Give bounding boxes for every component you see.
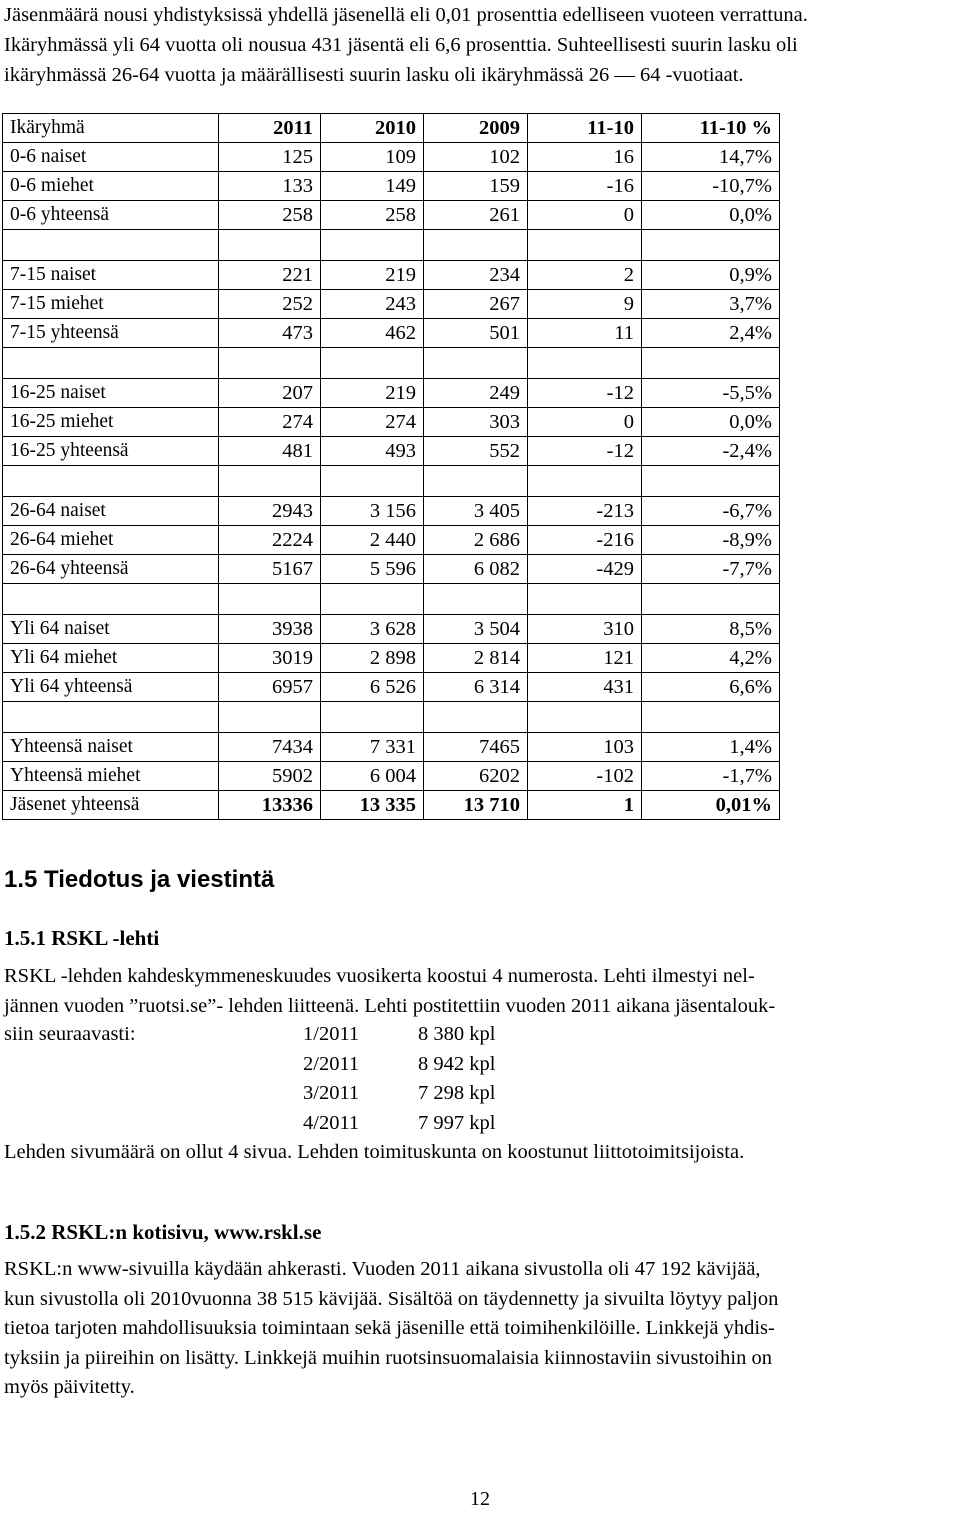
table-cell: 2 440	[321, 526, 424, 555]
table-cell: 1,4%	[642, 733, 780, 762]
table-empty-cell	[424, 348, 528, 379]
subsection-title-website: 1.5.2 RSKL:n kotisivu, www.rskl.se	[4, 1220, 322, 1244]
table-empty-cell	[219, 702, 321, 733]
table-cell: 7434	[219, 733, 321, 762]
table-cell: -102	[528, 762, 642, 791]
table-cell: 121	[528, 644, 642, 673]
table-empty-cell	[321, 466, 424, 497]
table-cell: 303	[424, 408, 528, 437]
table-row-label: Ikäryhmä	[3, 114, 219, 143]
table-cell: 0,0%	[642, 201, 780, 230]
table-cell: -10,7%	[642, 172, 780, 201]
table-empty-cell	[3, 702, 219, 733]
table-row-label: 0-6 naiset	[3, 143, 219, 172]
table-cell: 261	[424, 201, 528, 230]
closing-text: Lehden sivumäärä on ollut 4 sivua. Lehden toimituskunta on koostunut liittotoimitsijoista.	[4, 1141, 745, 1163]
table-empty-cell	[3, 584, 219, 615]
table-cell: 234	[424, 261, 528, 290]
paragraph-line: RSKL -lehden kahdeskymmeneskuudes vuosikerta koostui 4 numerosta. Lehti ilmestyi nel-	[4, 965, 755, 987]
table-row	[3, 526, 780, 555]
table-cell: 125	[219, 143, 321, 172]
table-cell: 2009	[424, 114, 528, 143]
table-cell: 6 082	[424, 555, 528, 584]
table-row-label: 26-64 yhteensä	[3, 555, 219, 584]
table-cell: -429	[528, 555, 642, 584]
table-cell: 13 710	[424, 791, 528, 820]
table-cell: -12	[528, 437, 642, 466]
table-row	[3, 408, 780, 437]
table-cell: -12	[528, 379, 642, 408]
table-cell: 6 526	[321, 673, 424, 702]
paragraph-line: RSKL:n www-sivuilla käydään ahkerasti. Vuoden 2011 aikana sivustolla oli 47 192 kävijää,	[4, 1258, 761, 1280]
table-row	[3, 290, 780, 319]
table-cell: 2	[528, 261, 642, 290]
table-empty-cell	[642, 702, 780, 733]
table-cell: 4,2%	[642, 644, 780, 673]
table-empty-cell	[3, 348, 219, 379]
table-row	[3, 172, 780, 201]
table-empty-cell	[321, 584, 424, 615]
table-row	[3, 261, 780, 290]
issues-lead-text: siin seuraavasti:	[4, 1023, 136, 1045]
table-empty-cell	[424, 584, 528, 615]
table-cell: 274	[219, 408, 321, 437]
table-empty-cell	[219, 584, 321, 615]
table-cell: 274	[321, 408, 424, 437]
table-row	[3, 143, 780, 172]
table-empty-cell	[528, 230, 642, 261]
table-cell: -5,5%	[642, 379, 780, 408]
table-cell: 14,7%	[642, 143, 780, 172]
table-cell: -213	[528, 497, 642, 526]
issue-count: 7 997 kpl	[418, 1111, 496, 1134]
table-cell: 0,0%	[642, 408, 780, 437]
table-cell: 0	[528, 201, 642, 230]
table-cell: -8,9%	[642, 526, 780, 555]
table-row	[3, 379, 780, 408]
table-cell: 3 504	[424, 615, 528, 644]
table-row	[3, 733, 780, 762]
table-empty-cell	[528, 702, 642, 733]
table-cell: 552	[424, 437, 528, 466]
paragraph-line: tyksiin ja piireihin on lisätty. Linkkejä muihin ruotsinsuomalaisia kiinnostaviin sivustoihin on	[4, 1346, 772, 1369]
table-row	[3, 644, 780, 673]
table-cell: 462	[321, 319, 424, 348]
intro-line: Jäsenmäärä nousi yhdistyksissä yhdellä jäsenellä eli 0,01 prosenttia edelliseen vuoteen verrattuna.	[4, 4, 808, 26]
table-cell: 13336	[219, 791, 321, 820]
table-row-label: 7-15 miehet	[3, 290, 219, 319]
table-cell: -2,4%	[642, 437, 780, 466]
table-empty-cell	[642, 230, 780, 261]
table-row-label: 16-25 miehet	[3, 408, 219, 437]
issue-number: 4/2011	[303, 1111, 360, 1134]
table-empty-cell	[528, 584, 642, 615]
website-paragraph	[4, 1255, 956, 1403]
table-cell: 7 331	[321, 733, 424, 762]
table-cell: 252	[219, 290, 321, 319]
table-row-label: 26-64 naiset	[3, 497, 219, 526]
table-cell: 2011	[219, 114, 321, 143]
table-cell: 5 596	[321, 555, 424, 584]
table-row	[3, 201, 780, 230]
issue-number: 3/2011	[303, 1082, 360, 1104]
table-row	[3, 497, 780, 526]
issue-count: 7 298 kpl	[418, 1082, 496, 1104]
table-cell: 1	[528, 791, 642, 820]
table-cell: 3 628	[321, 615, 424, 644]
table-cell: 258	[219, 201, 321, 230]
table-empty-cell	[528, 466, 642, 497]
table-cell: 6 004	[321, 762, 424, 791]
table-cell: 473	[219, 319, 321, 348]
table-cell: 0,01%	[642, 791, 780, 820]
table-cell: 5902	[219, 762, 321, 791]
paragraph-line: tietoa tarjoten mahdollisuuksia toimintaan sekä jäsenille että toimihenkilöille. Linkkejä yhdis-	[4, 1317, 775, 1339]
table-cell: 8,5%	[642, 615, 780, 644]
table-cell: 2 898	[321, 644, 424, 673]
table-spacer-row	[3, 348, 780, 379]
table-cell: 258	[321, 201, 424, 230]
table-cell: 219	[321, 261, 424, 290]
issue-count: 8 942 kpl	[418, 1052, 496, 1075]
table-row	[3, 615, 780, 644]
table-cell: 6957	[219, 673, 321, 702]
issue-number: 2/2011	[303, 1052, 360, 1075]
table-empty-cell	[219, 348, 321, 379]
table-cell: 159	[424, 172, 528, 201]
table-row-label: Yhteensä miehet	[3, 762, 219, 791]
subsection-title-magazine: 1.5.1 RSKL -lehti	[4, 926, 160, 950]
table-cell: 11-10 %	[642, 114, 780, 143]
table-empty-cell	[219, 466, 321, 497]
table-cell: 5167	[219, 555, 321, 584]
table-cell: 6,6%	[642, 673, 780, 702]
table-spacer-row	[3, 230, 780, 261]
table-row	[3, 762, 780, 791]
table-cell: 249	[424, 379, 528, 408]
table-cell: 2 686	[424, 526, 528, 555]
table-cell: 0	[528, 408, 642, 437]
table-cell: 2 814	[424, 644, 528, 673]
table-header-row	[3, 114, 780, 143]
table-empty-cell	[424, 466, 528, 497]
table-cell: 267	[424, 290, 528, 319]
table-cell: 493	[321, 437, 424, 466]
table-cell: 3 156	[321, 497, 424, 526]
table-row	[3, 555, 780, 584]
table-empty-cell	[219, 230, 321, 261]
table-cell: 0,9%	[642, 261, 780, 290]
table-spacer-row	[3, 584, 780, 615]
table-row	[3, 319, 780, 348]
table-empty-cell	[424, 702, 528, 733]
table-row-label: Yli 64 yhteensä	[3, 673, 219, 702]
table-empty-cell	[321, 230, 424, 261]
membership-table	[2, 113, 780, 820]
table-row-label: 0-6 miehet	[3, 172, 219, 201]
table-cell: 6202	[424, 762, 528, 791]
table-cell: 7465	[424, 733, 528, 762]
table-cell: 11-10	[528, 114, 642, 143]
table-row-label: 7-15 naiset	[3, 261, 219, 290]
table-cell: 481	[219, 437, 321, 466]
issue-count: 8 380 kpl	[418, 1023, 496, 1045]
intro-line: Ikäryhmässä yli 64 vuotta oli nousua 431 jäsentä eli 6,6 prosenttia. Suhteellisesti suurin lasku oli	[4, 34, 798, 56]
table-cell: 431	[528, 673, 642, 702]
table-row	[3, 673, 780, 702]
paragraph-line: myös päivitetty.	[4, 1376, 135, 1398]
table-cell: 2010	[321, 114, 424, 143]
table-cell: 133	[219, 172, 321, 201]
table-cell: 16	[528, 143, 642, 172]
table-empty-cell	[3, 466, 219, 497]
table-cell: 6 314	[424, 673, 528, 702]
table-row-label: Yli 64 miehet	[3, 644, 219, 673]
table-cell: 3019	[219, 644, 321, 673]
table-cell: -7,7%	[642, 555, 780, 584]
table-cell: 207	[219, 379, 321, 408]
table-row-label: 26-64 miehet	[3, 526, 219, 555]
table-row-label: Yli 64 naiset	[3, 615, 219, 644]
table-cell: 11	[528, 319, 642, 348]
table-cell: -16	[528, 172, 642, 201]
table-cell: 2224	[219, 526, 321, 555]
table-cell: -6,7%	[642, 497, 780, 526]
table-row-label: Jäsenet yhteensä	[3, 791, 219, 820]
paragraph-line: jännen vuoden ”ruotsi.se”- lehden liitteenä. Lehti postitettiin vuoden 2011 aikana jäsentalouk-	[4, 994, 776, 1017]
table-cell: 2943	[219, 497, 321, 526]
table-row-label: Yhteensä naiset	[3, 733, 219, 762]
table-row-label: 0-6 yhteensä	[3, 201, 219, 230]
intro-paragraph	[4, 0, 956, 90]
table-total-row	[3, 791, 780, 820]
table-cell: 219	[321, 379, 424, 408]
table-cell: -216	[528, 526, 642, 555]
table-empty-cell	[642, 466, 780, 497]
table-empty-cell	[3, 230, 219, 261]
paragraph-line: kun sivustolla oli 2010vuonna 38 515 kävijää. Sisältöä on täydennetty ja sivuilta löytyy paljon	[4, 1287, 779, 1310]
table-cell: 13 335	[321, 791, 424, 820]
table-empty-cell	[321, 348, 424, 379]
table-cell: 149	[321, 172, 424, 201]
page-number: 12	[470, 1488, 490, 1510]
issue-number: 1/2011	[303, 1023, 360, 1045]
section-title: 1.5 Tiedotus ja viestintä	[4, 866, 275, 893]
table-cell: 2,4%	[642, 319, 780, 348]
table-row-label: 16-25 yhteensä	[3, 437, 219, 466]
table-spacer-row	[3, 466, 780, 497]
table-cell: 3938	[219, 615, 321, 644]
table-cell: 3 405	[424, 497, 528, 526]
table-cell: 103	[528, 733, 642, 762]
table-spacer-row	[3, 702, 780, 733]
table-row	[3, 437, 780, 466]
table-cell: 221	[219, 261, 321, 290]
table-cell: 102	[424, 143, 528, 172]
table-empty-cell	[642, 584, 780, 615]
table-cell: 9	[528, 290, 642, 319]
table-cell: 3,7%	[642, 290, 780, 319]
table-row-label: 16-25 naiset	[3, 379, 219, 408]
table-empty-cell	[642, 348, 780, 379]
table-cell: 310	[528, 615, 642, 644]
table-cell: -1,7%	[642, 762, 780, 791]
table-cell: 109	[321, 143, 424, 172]
table-empty-cell	[424, 230, 528, 261]
table-empty-cell	[321, 702, 424, 733]
table-empty-cell	[528, 348, 642, 379]
table-row-label: 7-15 yhteensä	[3, 319, 219, 348]
intro-line: ikäryhmässä 26-64 vuotta ja määrällisesti suurin lasku oli ikäryhmässä 26 — 64 -vuotiaat.	[4, 64, 744, 86]
table-cell: 243	[321, 290, 424, 319]
magazine-paragraph	[4, 962, 956, 1021]
table-cell: 501	[424, 319, 528, 348]
